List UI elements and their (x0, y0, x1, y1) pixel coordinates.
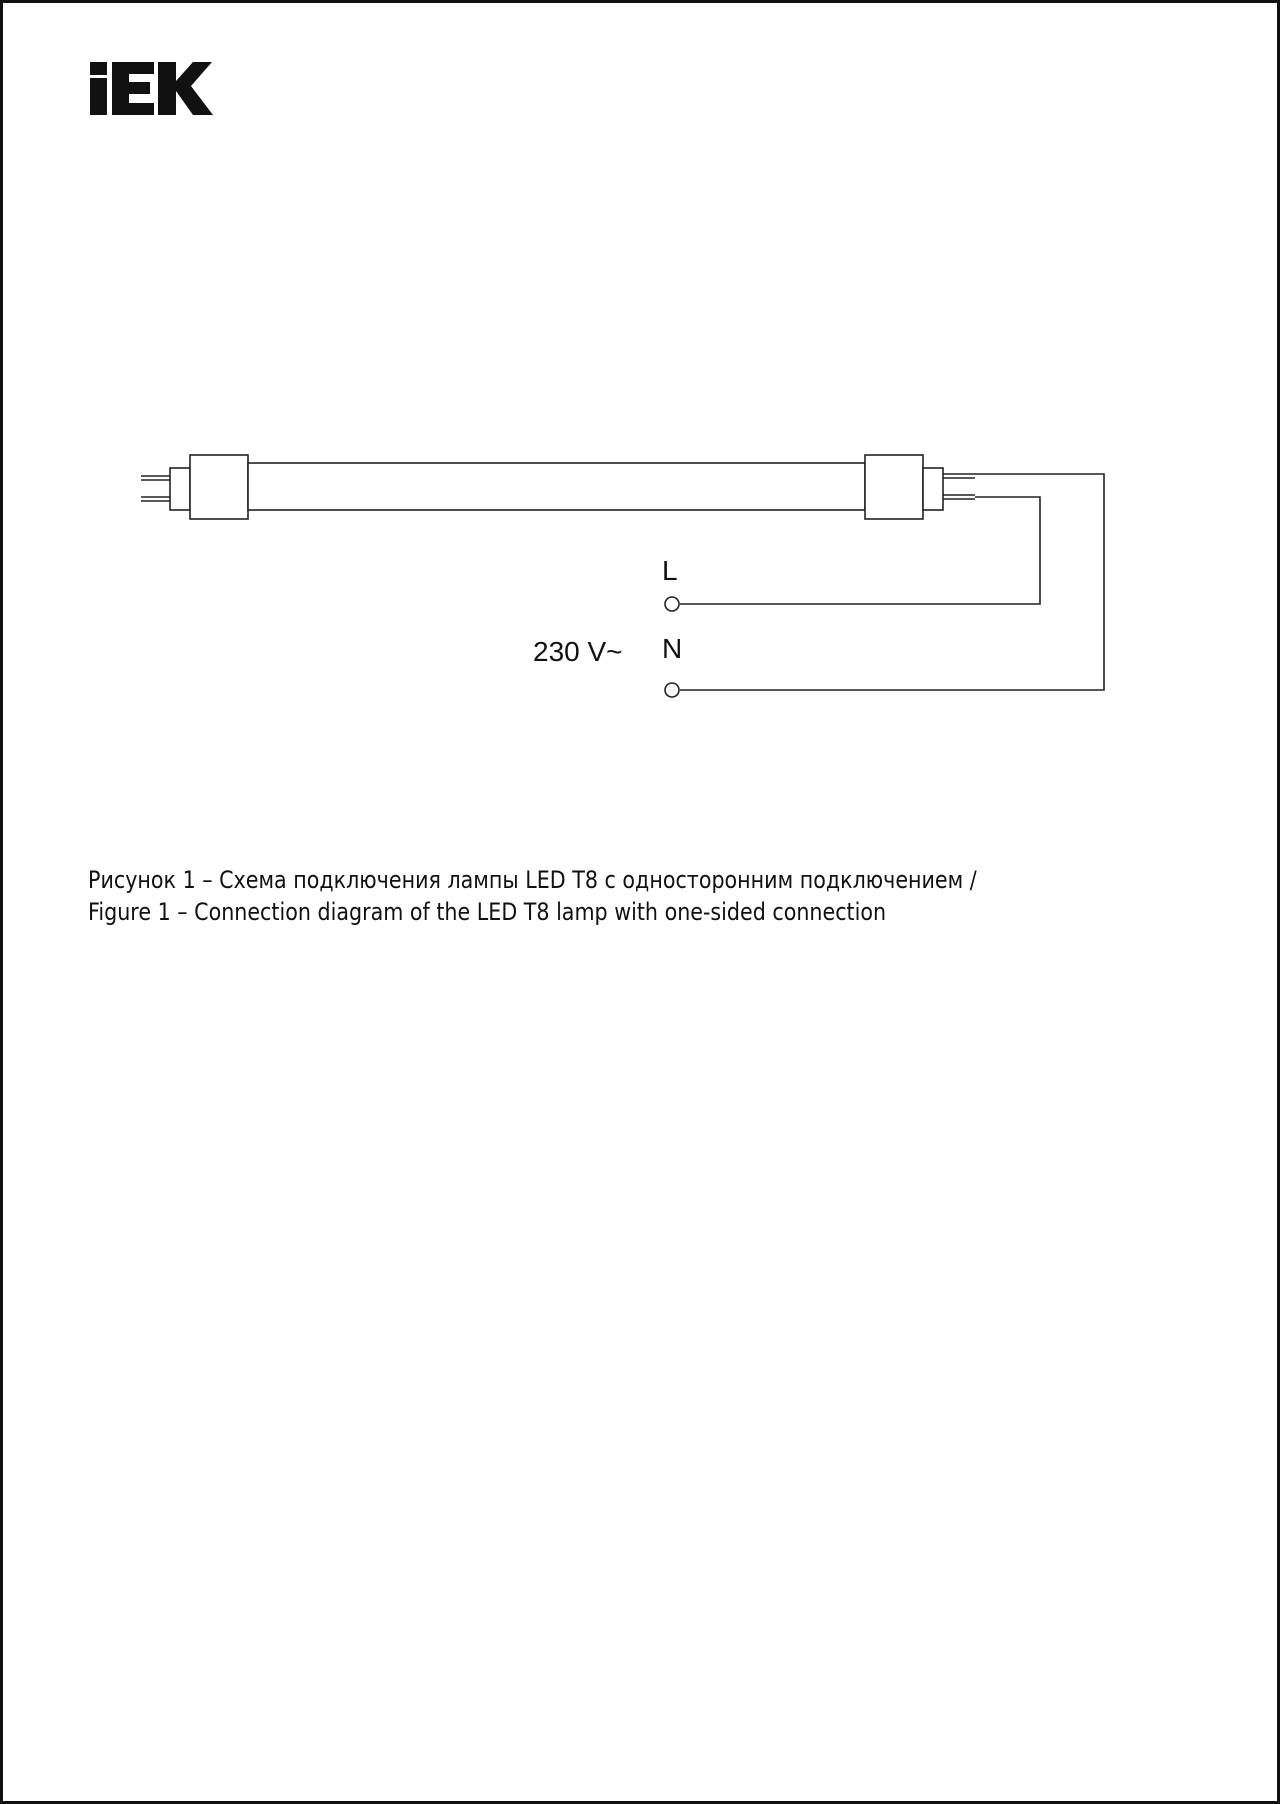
neutral-terminal (665, 683, 679, 697)
voltage-label: 230 V~ (533, 636, 623, 667)
left-end-cap (190, 455, 248, 519)
neutral-label: N (662, 633, 683, 664)
caption-ru: Рисунок 1 – Схема подключения лампы LED T8 с односторонним подключением / (88, 866, 977, 894)
tube-body (248, 463, 865, 510)
led-t8-lamp (141, 455, 975, 519)
live-wire (680, 497, 1040, 604)
live-terminal (665, 597, 679, 611)
figure-caption (88, 864, 977, 928)
left-pins (141, 468, 190, 510)
caption-en: Figure 1 – Connection diagram of the LED T8 lamp with one-sided connection (88, 898, 887, 926)
iek-logo (0, 0, 213, 115)
right-pins (923, 468, 975, 510)
right-end-cap (865, 455, 923, 519)
live-label: L (662, 555, 678, 586)
